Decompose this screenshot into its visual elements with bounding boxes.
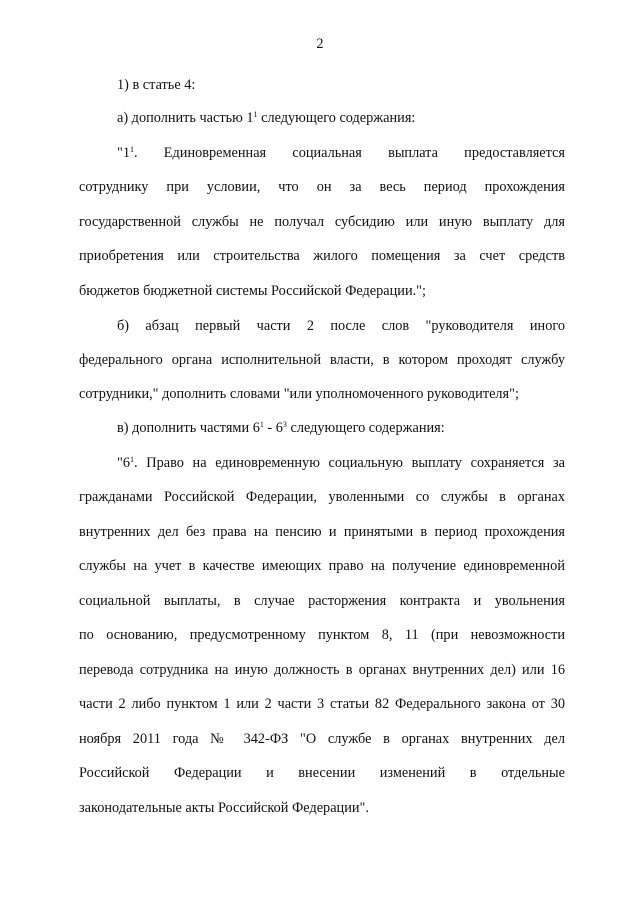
page-number: 2	[316, 36, 324, 52]
text-line	[79, 524, 565, 541]
text-segment: "1	[117, 145, 130, 161]
text-line	[79, 386, 565, 403]
text-line	[117, 145, 565, 162]
text-line	[79, 248, 565, 265]
text-segment: федерального органа исполнительной власти, в котором проходят службу	[79, 352, 565, 368]
text-line	[79, 731, 565, 748]
text-segment: по основанию, предусмотренному пунктом 8, 11 (при невозможности	[79, 627, 565, 643]
text-segment: 1) в статье 4:	[117, 77, 196, 93]
text-segment: следующего содержания:	[257, 110, 416, 126]
superscript: 1	[130, 145, 134, 154]
text-line	[79, 489, 565, 506]
text-line	[117, 455, 565, 472]
text-line	[79, 352, 565, 369]
text-segment: внутренних дел без права на пенсию и принятыми в период прохождения	[79, 524, 565, 540]
text-line	[79, 800, 565, 817]
text-segment: гражданами Российской Федерации, уволенными со службы в органах	[79, 489, 565, 505]
text-segment: сотруднику при условии, что он за весь период прохождения	[79, 179, 565, 195]
text-line	[117, 318, 565, 335]
text-segment: . Право на единовременную социальную выплату сохраняется за	[134, 455, 565, 471]
text-segment: - 6	[263, 420, 283, 436]
text-line	[79, 558, 565, 575]
text-line	[79, 765, 565, 782]
superscript: 1	[259, 420, 264, 429]
text-segment: ноября 2011 года № 342-ФЗ "О службе в органах внутренних дел	[79, 731, 565, 747]
text-segment: "6	[117, 455, 130, 471]
text-segment: социальной выплаты, в случае расторжения контракта и увольнения	[79, 593, 565, 609]
text-line	[117, 77, 565, 94]
text-line	[79, 179, 565, 196]
text-segment: законодательные акты Российской Федерации".	[79, 800, 369, 816]
text-line	[117, 420, 565, 437]
text-line	[79, 662, 565, 679]
text-segment: следующего содержания:	[286, 420, 445, 436]
text-segment: приобретения или строительства жилого помещения за счет средств	[79, 248, 565, 264]
text-line	[79, 283, 565, 300]
text-segment: части 2 либо пунктом 1 или 2 части 3 статьи 82 Федерального закона от 30	[79, 696, 565, 712]
text-segment: а) дополнить частью 1	[117, 110, 254, 126]
text-segment: службы на учет в качестве имеющих право на получение единовременной	[79, 558, 565, 574]
text-segment: сотрудники," дополнить словами "или уполномоченного руководителя";	[79, 386, 519, 402]
text-line	[79, 593, 565, 610]
text-line	[79, 696, 565, 713]
text-segment: бюджетов бюджетной системы Российской Федерации.";	[79, 283, 426, 299]
text-segment: государственной службы не получал субсидию или иную выплату для	[79, 214, 565, 230]
superscript: 1	[253, 110, 258, 119]
text-line	[79, 214, 565, 231]
text-line	[79, 627, 565, 644]
superscript: 3	[282, 420, 287, 429]
text-segment: перевода сотрудника на иную должность в органах внутренних дел) или 16	[79, 662, 565, 678]
text-segment: . Единовременная социальная выплата предоставляется	[134, 145, 565, 161]
text-segment: б) абзац первый части 2 после слов "руководителя иного	[117, 318, 565, 334]
superscript: 1	[130, 455, 134, 464]
text-segment: Российской Федерации и внесении изменений в отдельные	[79, 765, 565, 781]
text-line	[117, 110, 565, 127]
text-segment: в) дополнить частями 6	[117, 420, 260, 436]
